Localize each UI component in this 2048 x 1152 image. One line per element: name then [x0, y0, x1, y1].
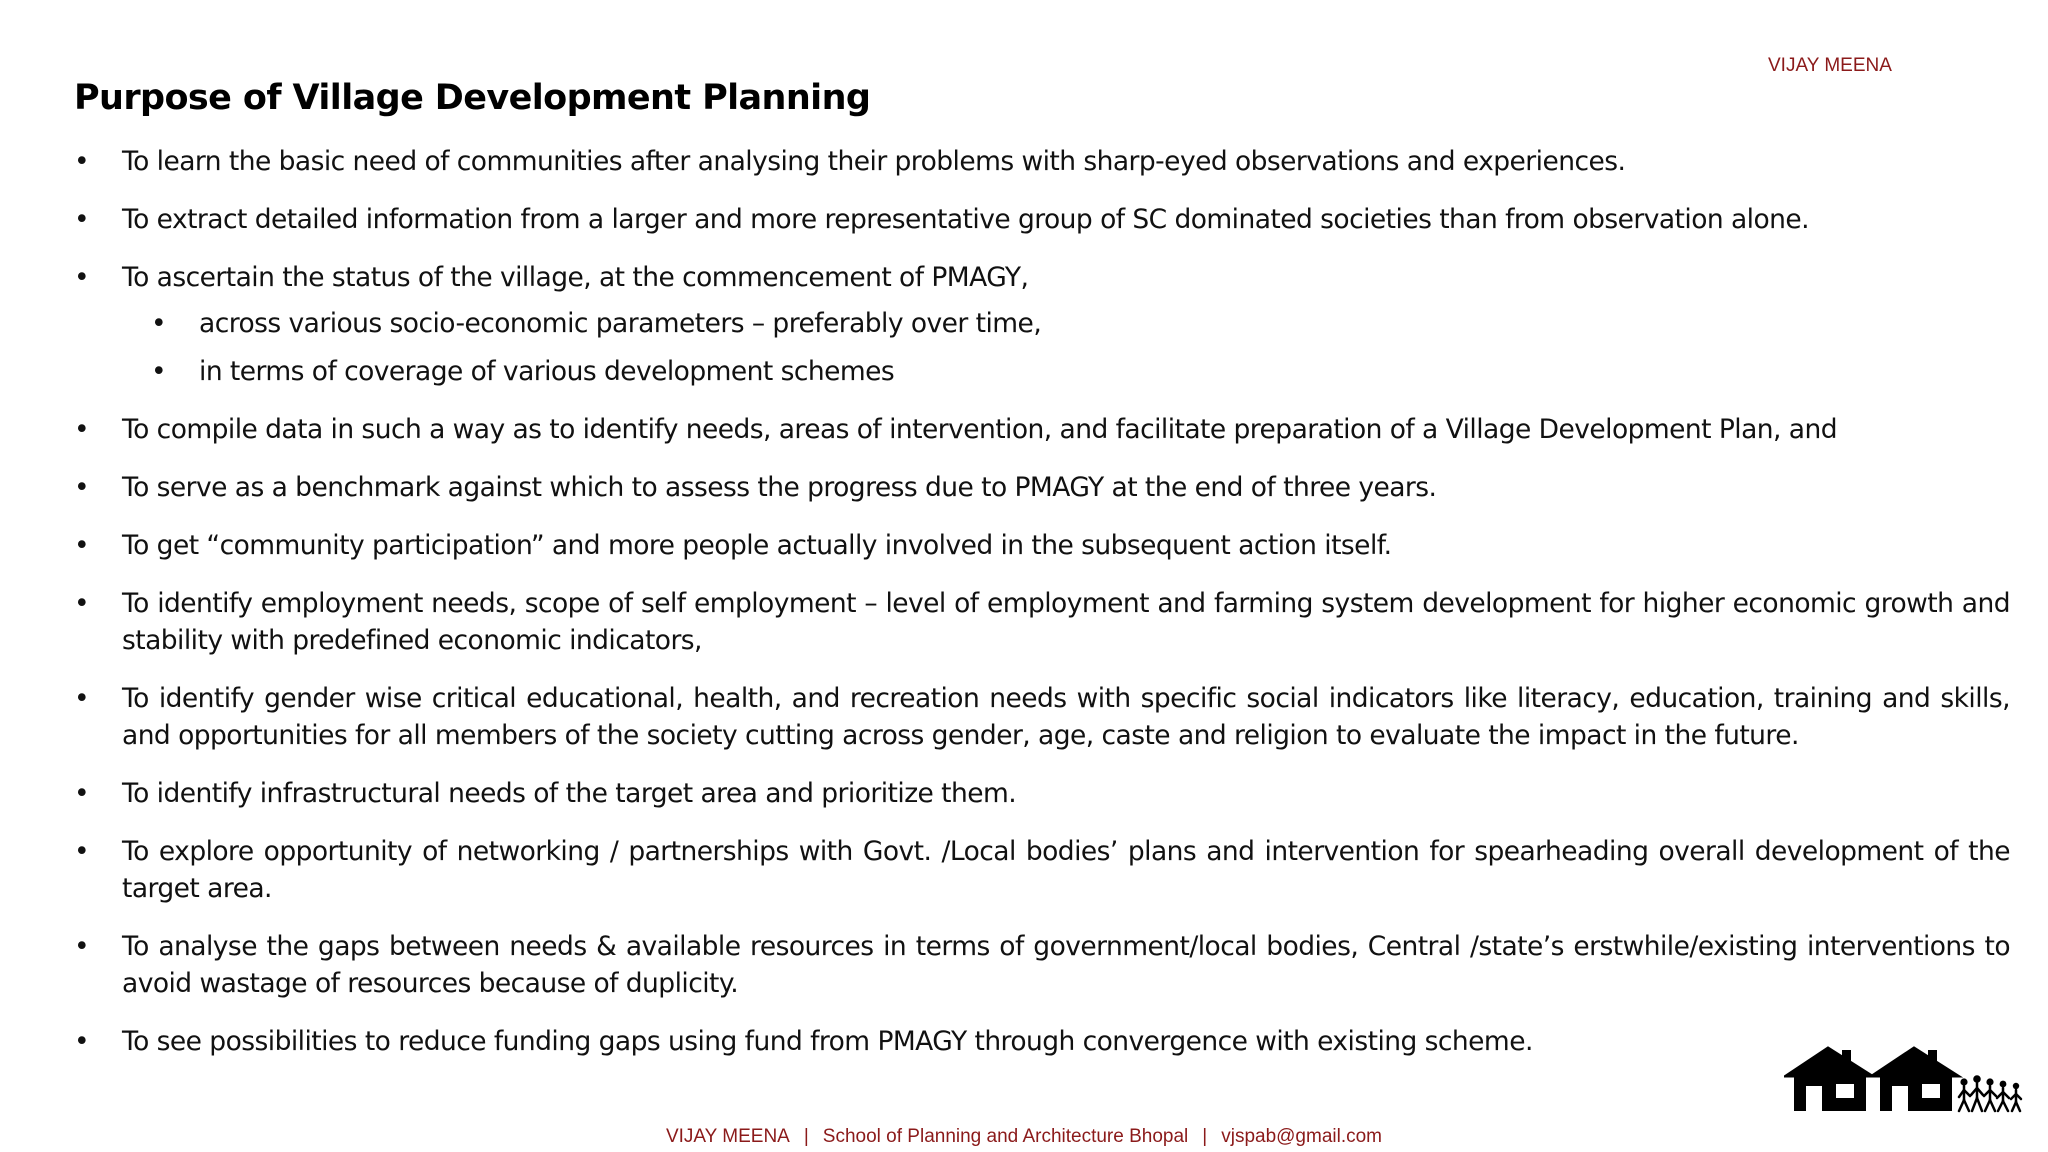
slide-title: Purpose of Village Development Planning [74, 78, 871, 118]
footer-institution: School of Planning and Architecture Bhopal [822, 1126, 1189, 1147]
footer-separator: | [1202, 1126, 1208, 1147]
bullet-item-10: • To explore opportunity of networking / partnerships with Govt. /Local bodies’ plans and intervention for spearheading overall development of the target area. [74, 833, 2010, 907]
footer [0, 1126, 2048, 1148]
sub-bullet-item-1: • across various socio-economic parameters – preferably over time, [122, 305, 2010, 342]
bullet-item-3-text: To ascertain the status of the village, at the commencement of PMAGY, [122, 262, 1029, 293]
bullet-item-1: • To learn the basic need of communities after analysing their problems with sharp-eyed observations and experiences. [74, 143, 2010, 180]
footer-separator: | [803, 1126, 809, 1147]
bullet-item-2: • To extract detailed information from a larger and more representative group of SC dominated societies than from observation alone. [74, 201, 2010, 238]
bullet-item-7: • To identify employment needs, scope of self employment – level of employment and farming system development for higher economic growth and stability with predefined economic indicators, [74, 585, 2010, 659]
bullet-item-9: • To identify infrastructural needs of the target area and prioritize them. [74, 775, 2010, 812]
bullet-list [74, 143, 2010, 1081]
bullet-item-12: • To see possibilities to reduce funding gaps using fund from PMAGY through convergence with existing scheme. [74, 1023, 2010, 1060]
bullet-item-5: • To serve as a benchmark against which to assess the progress due to PMAGY at the end of three years. [74, 469, 2010, 506]
bullet-item-8: • To identify gender wise critical educational, health, and recreation needs with specific social indicators like literacy, education, training and skills, and opportunities for all members of the society cutting across gender, age, caste and religion to evaluate the impact in the future. [74, 680, 2010, 754]
header-author: VIJAY MEENA [1768, 55, 1892, 76]
village-houses-people-icon [1784, 1042, 2024, 1114]
bullet-item-3 [74, 259, 2010, 390]
bullet-item-6: • To get “community participation” and more people actually involved in the subsequent action itself. [74, 527, 2010, 564]
bullet-item-4: • To compile data in such a way as to identify needs, areas of intervention, and facilitate preparation of a Village Development Plan, and [74, 411, 2010, 448]
footer-email: vjspab@gmail.com [1221, 1126, 1383, 1147]
sub-bullet-item-2: • in terms of coverage of various development schemes [122, 353, 2010, 390]
sub-bullet-list [122, 305, 2010, 390]
bullet-item-11: • To analyse the gaps between needs & available resources in terms of government/local bodies, Central /state’s erstwhile/existing interventions to avoid wastage of resources because of duplicity. [74, 928, 2010, 1002]
footer-author: VIJAY MEENA [665, 1126, 790, 1147]
